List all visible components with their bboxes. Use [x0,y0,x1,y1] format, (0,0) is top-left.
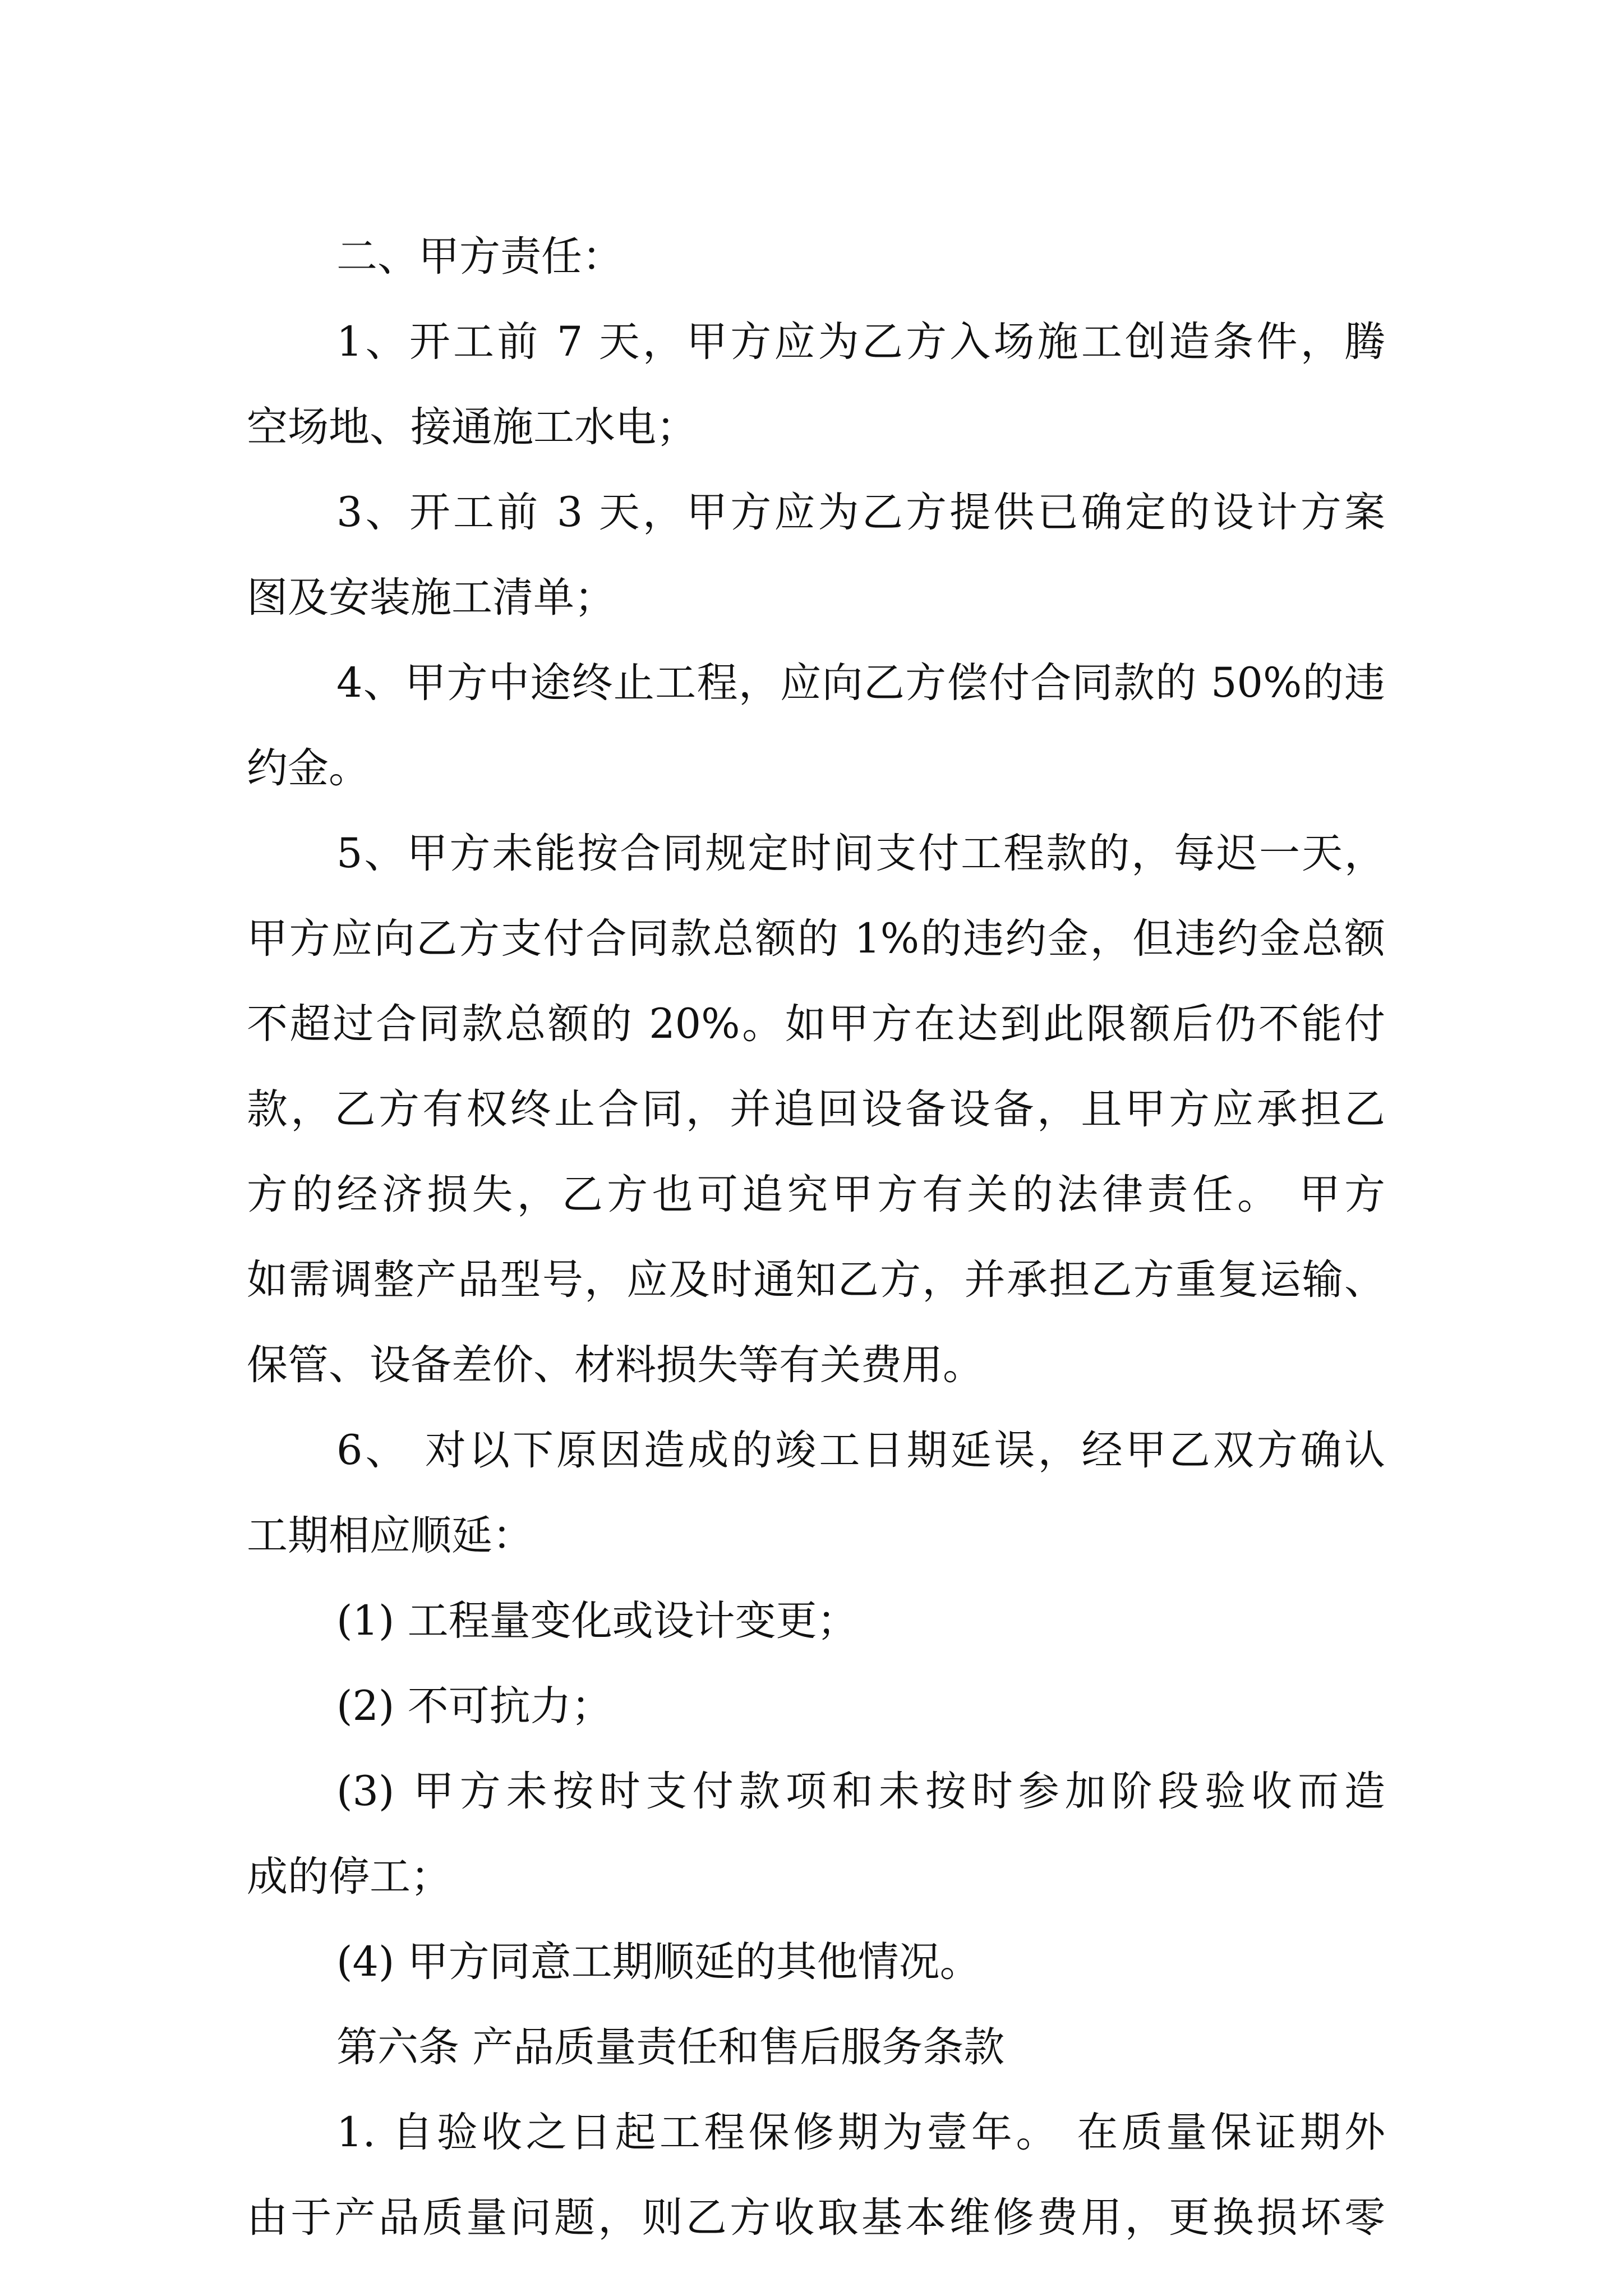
text-line: 约金。 [247,744,370,792]
text-line: 4、甲方中途终止工程，应向乙方偿付合同款的 50%的违 [336,659,1385,707]
text-line: (2) 不可抗力； [336,1682,612,1730]
text-line: 3、开工前 3 天，甲方应为乙方提供已确定的设计方案 [336,489,1385,536]
text-line: 6、 对以下原因造成的竣工日期延误，经甲乙双方确认 [336,1427,1385,1474]
text-line: 空场地、接通施工水电； [247,403,697,451]
text-line: 如需调整产品型号，应及时通知乙方，并承担乙方重复运输、 [247,1256,1385,1304]
text-line: 图及安装施工清单； [247,574,615,622]
text-line: (3) 甲方未按时支付款项和未按时参加阶段验收而造 [336,1768,1385,1815]
text-line: 5、甲方未能按合同规定时间支付工程款的，每迟一天， [336,830,1385,877]
document-body [247,214,1385,2261]
text-line: 第六条 产品质量责任和售后服务条款 [336,2023,1005,2071]
text-line: 1. 自验收之日起工程保修期为壹年。 在质量保证期外 [336,2109,1385,2156]
text-line: 二、甲方责任： [336,233,623,280]
text-line: 保管、设备差价、材料损失等有关费用。 [247,1341,984,1389]
text-line: 甲方应向乙方支付合同款总额的 1%的违约金，但违约金总额 [247,915,1385,963]
text-line: 方的经济损失，乙方也可追究甲方有关的法律责任。 甲方 [247,1171,1385,1218]
text-line: (1) 工程量变化或设计变更； [336,1597,858,1645]
text-line: (4) 甲方同意工期顺延的其他情况。 [336,1938,981,1986]
text-line: 成的停工； [247,1853,451,1901]
text-line: 1、开工前 7 天，甲方应为乙方入场施工创造条件，腾 [336,318,1385,366]
text-line: 工期相应顺延： [247,1512,533,1559]
text-line: 款，乙方有权终止合同，并追回设备设备，且甲方应承担乙 [247,1085,1385,1133]
text-line: 不超过合同款总额的 20%。如甲方在达到此限额后仍不能付 [247,1000,1385,1048]
text-line: 由于产品质量问题，则乙方收取基本维修费用，更换损坏零 [247,2194,1385,2242]
